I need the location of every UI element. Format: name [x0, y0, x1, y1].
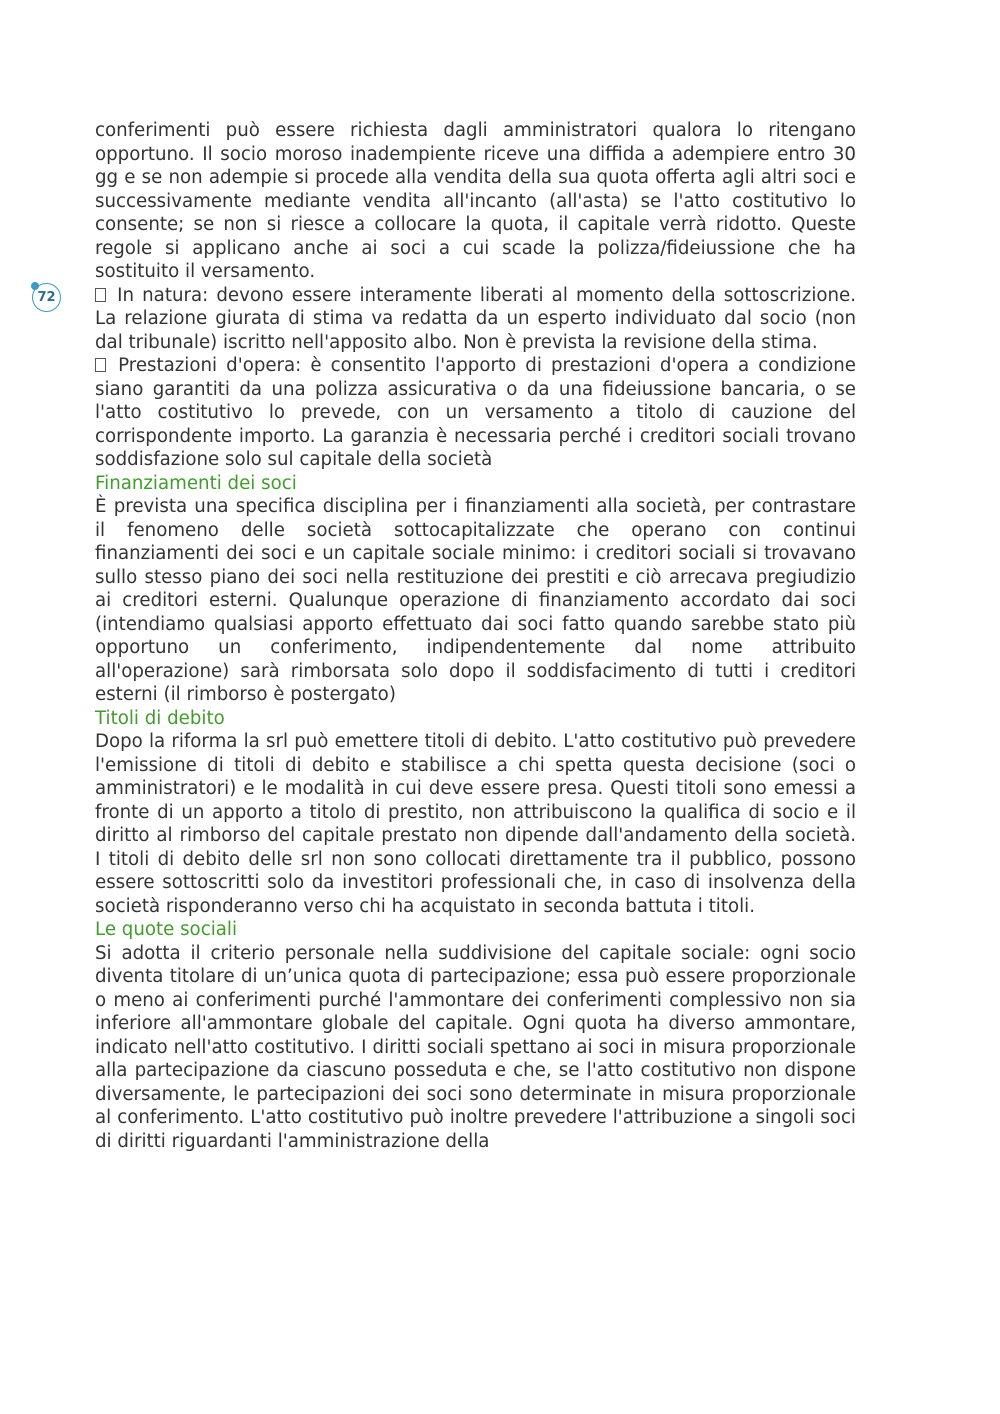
missing-glyph-bullet-icon: [95, 288, 106, 302]
paragraph: Si adotta il criterio personale nella suddivisione del capitale sociale: ogni socio diventa titolare di un’unica quota di partecipazione; essa può essere proporzionale o meno ai conferimenti purché l'ammontare dei conferimenti complessivo non sia inferiore all'ammontare globale del capitale. Ogni quota ha diverso ammontare, indicato nell'atto costitutivo. I diritti sociali spettano ai soci in misura proporzionale alla partecipazione da ciascuno posseduta e che, se l'atto costitutivo non dispone diversamente, le partecipazioni dei soci sono determinate in misura proporzionale al conferimento. L'atto costitutivo può inoltre prevedere l'attribuzione a singoli soci di diritti riguardanti l'amministrazione della: [95, 942, 856, 1152]
paragraph: Dopo la riforma la srl può emettere titoli di debito. L'atto costitutivo può prevedere l'emissione di titoli di debito e stabilisce a chi spetta questa decisione (soci o amministratori) e le modalità in cui deve essere presa. Questi titoli sono emessi a fronte di un apporto a titolo di prestito, non attribuiscono la qualifica di socio e il diritto al rimborso del capitale prestato non dipende dall'andamento della società. I titoli di debito delle srl non sono collocati direttamente tra il pubblico, possono essere sottoscritti solo da investitori professionali che, in caso di insolvenza della società risponderanno verso chi ha acquistato in seconda battuta i titoli.: [95, 731, 856, 917]
page-number: 72: [37, 290, 56, 305]
bullet-paragraph: Prestazioni d'opera: è consentito l'apporto di prestazioni d'opera a condizione siano garantiti da una polizza assicurativa o da una fideiussione bancaria, o se l'atto costitutivo lo prevede, con un versamento a titolo di cauzione del corrispondente importo. La garanzia è necessaria perché i creditori sociali trovano soddisfazione solo sul capitale della società: [95, 355, 856, 470]
section-heading: Titoli di debito: [95, 707, 225, 729]
bullet-paragraph: In natura: devono essere interamente liberati al momento della sottoscrizione. La relazione giurata di stima va redatta da un esperto individuato dal socio (non dal tribunale) iscritto nell'apposito albo. Non è prevista la revisione della stima.: [95, 284, 856, 353]
section-heading: Le quote sociali: [95, 919, 237, 940]
document-body: [95, 119, 856, 1153]
paragraph: È prevista una specifica disciplina per i finanziamenti alla società, per contrastare il fenomeno delle società sottocapitalizzate che operano con continui finanziamenti dei soci e un capitale sociale minimo: i creditori sociali si trovavano sullo stesso piano dei soci nella restituzione dei prestiti e ciò arrecava pregiudizio ai creditori esterni. Qualunque operazione di finanziamento accordato dai soci (intendiamo qualsiasi apporto effettuato dai soci fatto quando sarebbe stato più opportuno un conferimento, indipendentemente dal nome attribuito all'operazione) sarà rimborsata solo dopo il soddisfacimento di tutti i creditori esterni (il rimborso è postergato): [95, 496, 856, 705]
badge-dot-icon: [31, 282, 39, 290]
page-number-badge: [32, 283, 61, 312]
missing-glyph-bullet-icon: [95, 358, 106, 372]
section-heading: Finanziamenti dei soci: [95, 472, 297, 494]
paragraph: conferimenti può essere richiesta dagli amministratori qualora lo ritengano opportuno. Il socio moroso inadempiente riceve una diffida a adempiere entro 30 gg e se non adempie si procede alla vendita della sua quota offerta agli altri soci e successivamente mediante vendita all'incanto (all'asta) se l'atto costitutivo lo consente; se non si riesce a collocare la quota, il capitale verrà ridotto. Queste regole si applicano anche ai soci a cui scade la polizza/fideiussione che ha sostituito il versamento.: [95, 120, 856, 282]
